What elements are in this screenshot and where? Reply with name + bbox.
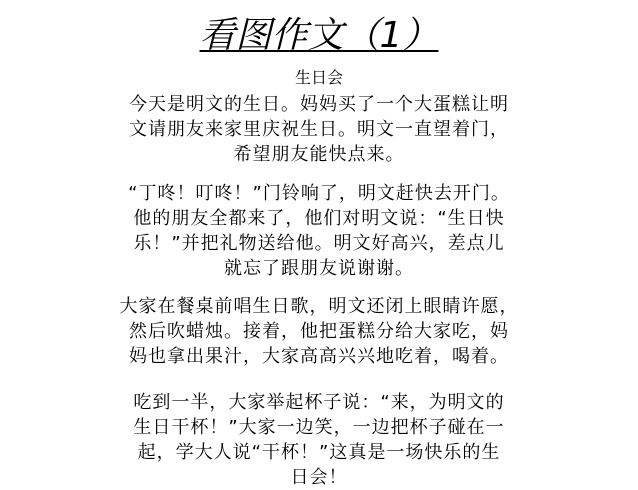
text-line: 乐！”并把礼物送给他。明文好高兴，差点儿 (133, 233, 505, 254)
page-title-text: 看图作文（1） (199, 15, 439, 56)
text-line: 文请朋友来家里庆祝生日。明文一直望着门， (129, 119, 509, 140)
text-line: 他的朋友全都来了，他们对明文说：“生日快 (133, 208, 505, 229)
story-subtitle: 生日会 (294, 68, 343, 87)
text-line: 日会！ (290, 467, 348, 488)
text-line: 起，学大人说“干杯！”这真是一场快乐的生 (137, 442, 501, 463)
text-line: 生日干杯！”大家一边笑，一边把杯子碰在一 (133, 417, 505, 438)
page-title (0, 14, 638, 58)
paragraph-3 (84, 294, 554, 369)
paragraph-2 (84, 181, 554, 281)
text-line: 就忘了跟朋友说谢谢。 (224, 258, 414, 279)
text-line: 大家在餐桌前唱生日歌，明文还闭上眼睛许愿， (119, 296, 519, 317)
text-line: 然后吹蜡烛。接着，他把蛋糕分给大家吃，妈 (129, 321, 509, 342)
text-line: 今天是明文的生日。妈妈买了一个大蛋糕让明 (129, 94, 509, 115)
paragraph-4 (84, 390, 554, 490)
text-line: “丁咚！叮咚！”门铃响了，明文赶快去开门。 (128, 183, 510, 204)
text-line: 妈也拿出果汁，大家高高兴兴地吃着，喝着。 (129, 346, 509, 367)
paragraph-1 (84, 92, 554, 167)
text-line: 希望朋友能快点来。 (233, 144, 405, 165)
text-line: 吃到一半，大家举起杯子说：“来，为明文的 (133, 392, 505, 413)
